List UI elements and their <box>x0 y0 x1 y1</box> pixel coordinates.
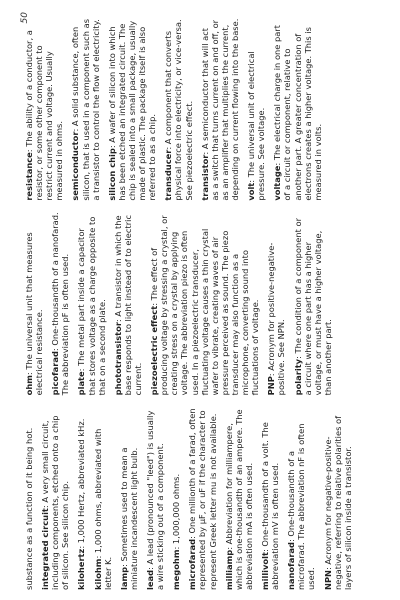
glossary-term: microfarad <box>187 538 198 590</box>
page-number: 50 <box>20 12 30 24</box>
glossary-entry <box>260 405 280 590</box>
glossary-entry <box>293 211 333 396</box>
glossary-entry <box>171 405 181 590</box>
glossary-term: polarity <box>292 358 303 396</box>
glossary-entry <box>24 16 64 201</box>
glossary-definition: : The universal unit that measures electrical resistance. <box>24 232 45 396</box>
glossary-term: kilohm <box>92 558 103 590</box>
glossary-definition: : A solid substance, often silicon, that is used in a component such as a transistor to control the flow of electricity. <box>70 18 101 201</box>
glossary-definition: : One-thousandth of a volt. The abbreviation mV is often used. <box>259 422 281 590</box>
glossary-entry <box>246 16 266 201</box>
glossary-entry <box>323 405 353 590</box>
glossary-definition: : The universal unit of electrical pressure. See voltage. <box>246 51 267 201</box>
glossary-entry <box>224 405 254 590</box>
glossary-term: lead <box>144 569 155 590</box>
glossary-column-3 <box>24 16 386 201</box>
glossary-column-2 <box>24 211 386 396</box>
glossary-entry <box>24 405 34 590</box>
glossary-term: millivolt <box>259 552 270 590</box>
glossary-definition: substance as a function of it being hot. <box>24 427 34 590</box>
glossary-definition: : 1,000,000 ohms. <box>171 473 182 550</box>
glossary-definition: : A component that converts physical force into electricity, or vice-versa. See piezoelectric effect. <box>163 19 194 201</box>
glossary-entry <box>24 211 44 396</box>
glossary-entry <box>266 211 286 396</box>
glossary-term: voltage <box>272 165 283 201</box>
glossary-definition: : The ability of a conductor, a resistor, or some other component to restrict current and voltage. Usually measured in ohms. <box>24 30 65 201</box>
glossary-term: kilohertz <box>76 548 87 590</box>
glossary-entry <box>149 211 260 396</box>
glossary-columns <box>24 16 386 590</box>
glossary-entry <box>50 211 70 396</box>
glossary-definition: : The metal part inside a capacitor that stores voltage as a charge opposite to that on a second plate. <box>76 216 107 396</box>
glossary-term: NPN <box>322 570 333 590</box>
glossary-definition: : Abbreviation for milliampere, which is one-thousandth of an ampere. The abbreviation mA is often used. <box>223 409 254 590</box>
glossary-definition: : A wafer of silicon into which has been etched an integrated circuit. The chip is sealed into a small package, usually made of plastic. The package itself is also referred to as a chip. <box>106 20 158 201</box>
glossary-term: volt <box>246 182 257 201</box>
glossary-entry <box>200 16 240 201</box>
glossary-term: transistor <box>199 154 210 201</box>
glossary-term: lamp <box>118 566 129 590</box>
glossary-entry <box>272 16 323 201</box>
glossary-term: resistance <box>24 152 34 201</box>
glossary-entry <box>70 16 100 201</box>
glossary-definition: : Sometimes used to mean a miniature incandescent light bulb. <box>118 447 139 590</box>
glossary-definition: : A very small circuit, including components, etched onto a chip of silicon. See silicon chip. <box>40 415 71 590</box>
glossary-term: nanofarad <box>286 542 297 590</box>
glossary-term: phototransistor <box>112 322 123 396</box>
glossary-term: transducer <box>163 149 174 201</box>
glossary-entry <box>107 16 158 201</box>
glossary-entry <box>286 405 316 590</box>
glossary-definition: : One-thousandth of a nanofarad. The abbreviation pF is often used. <box>50 212 71 396</box>
glossary-term: semiconductor <box>70 131 81 201</box>
glossary-term: picofarad <box>50 351 61 396</box>
glossary-entry <box>163 16 193 201</box>
glossary-entry <box>113 211 143 396</box>
glossary-entry <box>145 405 165 590</box>
glossary-definition: : A semiconductor that will act as a switch that turns current on and off, or as an amplifier that multiplies the current, depending on current flowing into the base. <box>199 18 240 201</box>
glossary-column-1 <box>24 405 386 590</box>
glossary-definition: : One millionth of a farad, often represented by µF, or uF if the character to represent Greek letter mu is not available. <box>187 408 218 590</box>
glossary-term: megohm <box>171 549 182 590</box>
glossary-entry <box>76 211 106 396</box>
glossary-definition: : 1,000 ohms, abbreviated with letter K. <box>92 428 113 590</box>
glossary-definition: : A transistor in which the base responds to light instead of to electric current. <box>112 214 143 396</box>
glossary-definition: : Acronym for negative-positive-negative, referring to relative polarities of layers of silicon inside a transistor. <box>322 415 353 590</box>
glossary-definition: : The electrical charge in one part of a circuit or component, relative to another part. A greater concentration of electrons creates a higher voltage. This is measured in volts. <box>272 24 323 201</box>
glossary-term: integrated circuit <box>40 508 51 590</box>
glossary-definition: : The effect of producing voltage by stressing a crystal, or creating stress on a crystal by applying voltage. The abbreviation piezo is often used. In a piezoelectric transducer, fluctuating voltage causes a thin crystal wafer to vibrate, creating waves of air pressure perceived as sound. The piezo transducer may also function as a microphone, converting sound into fluctuations of voltage. <box>149 215 261 396</box>
glossary-term: plate <box>76 371 87 396</box>
glossary-term: piezoelectric effect <box>149 305 160 396</box>
glossary-entry <box>76 405 86 590</box>
glossary-term: silicon chip <box>106 148 117 201</box>
glossary-entry <box>119 405 139 590</box>
glossary-definition: : One-thousandth of a microfarad. The abbreviation nF is often used. <box>286 423 317 590</box>
glossary-term: ohm <box>24 375 34 396</box>
glossary-entry <box>40 405 70 590</box>
glossary-definition: : 1,000 Hertz, abbreviated kHz. <box>76 418 87 549</box>
glossary-entry <box>187 405 217 590</box>
glossary-term: PNP <box>266 376 277 396</box>
glossary-entry <box>93 405 113 590</box>
glossary-definition: : The condition of a component or a circuit where one part has a higher voltage, or must have a higher voltage, than another part. <box>292 218 333 396</box>
glossary-definition: : A lead (pronounced "leed") is usually a wire sticking out of a component. <box>144 410 166 590</box>
glossary-definition: : Acronym for positive-negative-positive. See NPN. <box>266 242 287 396</box>
glossary-term: milliamp <box>223 549 234 590</box>
